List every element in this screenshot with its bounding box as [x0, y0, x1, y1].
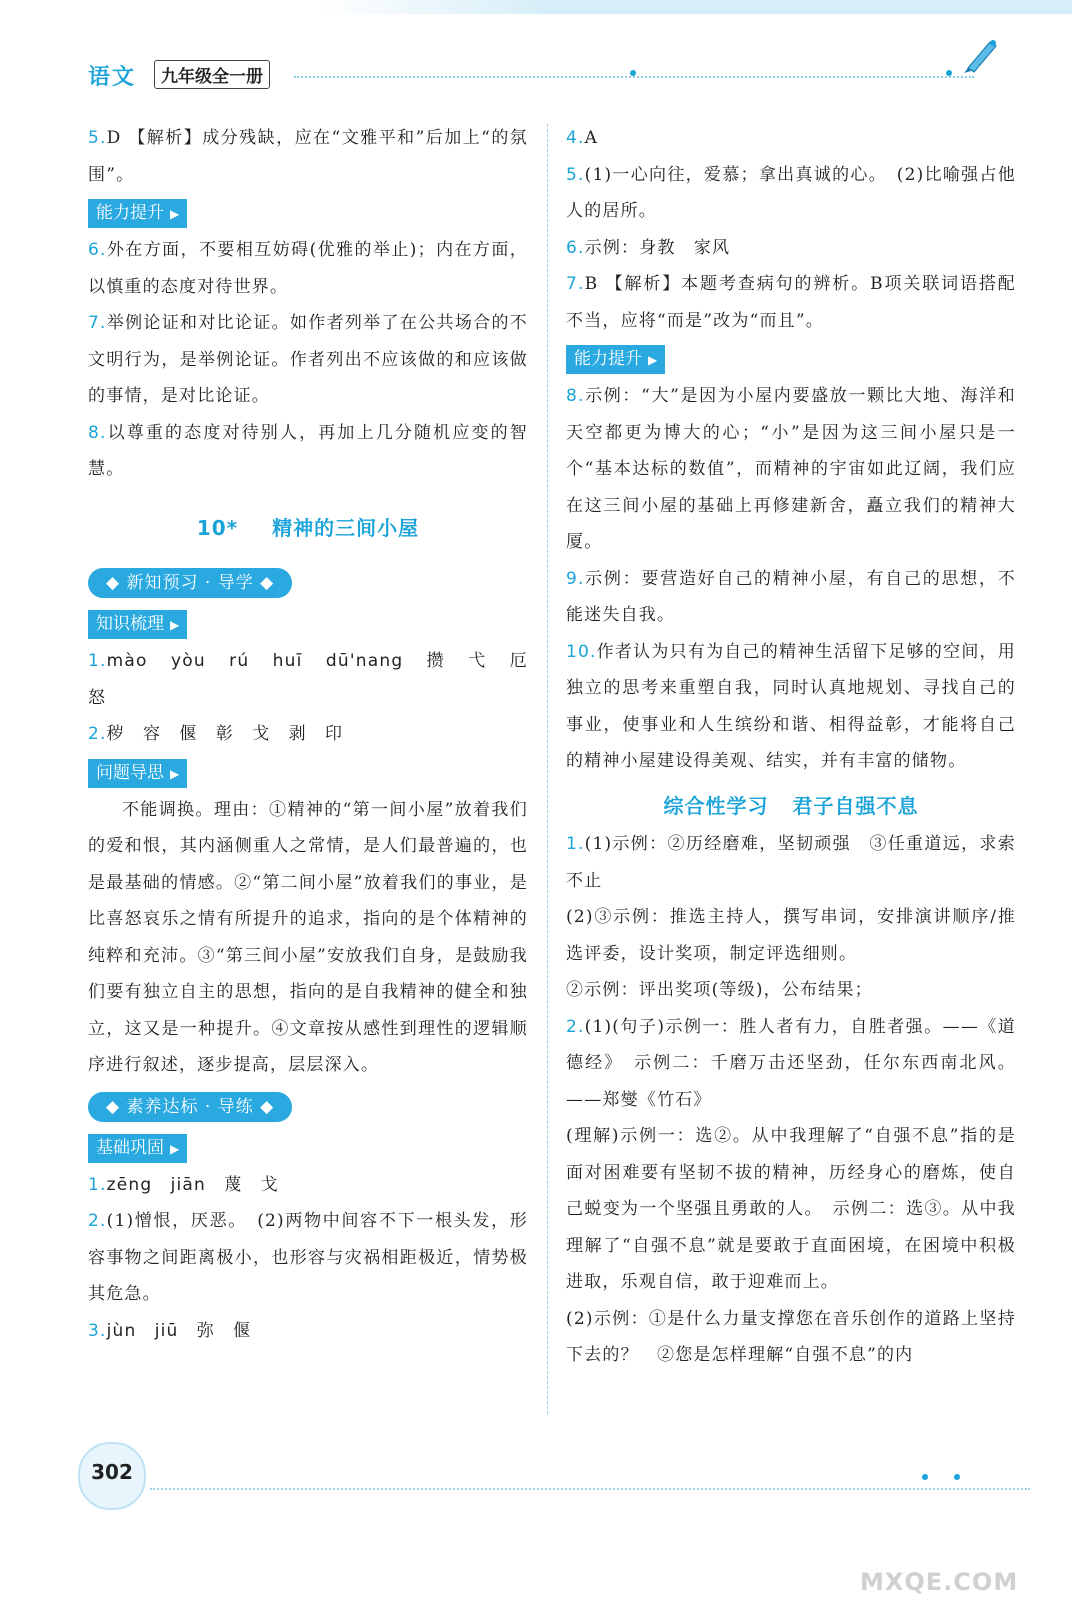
header-dot [630, 70, 636, 76]
answer-s2b: (理解)示例一：选②。从中我理解了“自强不息”指的是面对困难要有坚韧不拔的精神，历经身心的磨炼，使自己蜕变为一个坚强且勇敢的人。 示例二：选③。从中我理解了“自强不息”就是要敢于直面困境，在困境中积极进取，乐观自信，敢于迎难而上。 [566, 1126, 1016, 1292]
answer-r7: 7.B 【解析】本题考查病句的辨析。B项关联词语搭配不当，应将“而是”改为“而且”。 [566, 274, 1016, 331]
basic-label: 基础巩固 ▶ [88, 1134, 187, 1163]
answer-r8: 8.示例：“大”是因为小屋内要盛放一颗比大地、海洋和天空都更为博大的心；“小”是因为这三间小屋只是一个“基本达标的数值”，而精神的宇宙如此辽阔，我们应在这三间小屋的基础上再修建新舍，矗立我们的精神大厦。 [566, 386, 1016, 552]
knowledge-label: 知识梳理 ▶ [88, 610, 187, 639]
answer-7: 7.举例论证和对比论证。如作者列举了在公共场合的不文明行为，是举例论证。作者列出不应该做的和应该做的事情，是对比论证。 [88, 313, 528, 406]
answer-s1b: (2)③示例：推选主持人，撰写串词，安排演讲顺序/推选评委，设计奖项，制定评选细则。 [566, 907, 1016, 964]
knowledge-1: 1.mào yòu rú huī dū'nang 攒 弋 厄 怒 [88, 651, 547, 708]
answer-r10: 10.作者认为只有为自己的精神生活留下足够的空间，用独立的思考来重塑自我，同时认真地规划、寻找自己的事业，使事业和人生缤纷和谐、相得益彰，才能将自己的精神小屋建设得美观、结实，并有丰富的储物。 [566, 641, 1016, 771]
answer-6: 6.外在方面，不要相互妨碍(优雅的举止)；内在方面，以慎重的态度对待世界。 [88, 240, 528, 297]
ability-label-right: 能力提升 ▶ [566, 345, 665, 374]
header-dot [946, 70, 952, 76]
answer-r9: 9.示例：要营造好自己的精神小屋，有自己的思想，不能迷失自我。 [566, 568, 1016, 625]
footer-dot [922, 1474, 928, 1480]
top-decor-band [320, 0, 1072, 14]
basic-2: 2.(1)憎恨，厌恶。 (2)两物中间容不下一根头发，形容事物之间距离极小，也形容与灾祸相距极近，情势极其危急。 [88, 1211, 528, 1304]
answer-8: 8.以尊重的态度对待别人，再加上几分随机应变的智慧。 [88, 422, 528, 479]
guide-paragraph: 不能调换。理由：①精神的“第一间小屋”放着我们的爱和恨，其内涵侧重人之常情，是人们最普遍的，也是最基础的情感。②“第二间小屋”放着我们的事业，是比喜怒哀乐之情有所提升的追求，指向的是个体精神的纯粹和充沛。③“第三间小屋”安放我们自身，是鼓励我们要有独立自主的思想，指向的是自我精神的健全和独立，这又是一种提升。④文章按从感性到理性的逻辑顺序进行叙述，逐步提高，层层深入。 [88, 799, 528, 1075]
page-header [88, 60, 1028, 90]
question-label: 问题导思 ▶ [88, 759, 187, 788]
basic-1: 1.zēng jiān 蔑 戈 [88, 1174, 279, 1195]
lesson-title: 10* 精神的三间小屋 [196, 515, 420, 540]
ability-label: 能力提升 ▶ [88, 199, 187, 228]
answer-r5: 5.(1)一心向往，爱慕；拿出真诚的心。 (2)比喻强占他人的居所。 [566, 164, 1016, 221]
answer-s2: 2.(1)(句子)示例一：胜人者有力，自胜者强。——《道德经》 示例二：千磨万击还坚劲，任尔东西南北风。——郑燮《竹石》 [566, 1016, 1016, 1110]
answer-s2c: (2)示例：①是什么力量支撑您在音乐创作的道路上坚持下去的？ ②您是怎样理解“自强不息”的内 [566, 1308, 1016, 1365]
column-divider [547, 124, 548, 1414]
footer-dotted-line [150, 1488, 1030, 1490]
preview-pill: ◆ 新知预习 · 导学 ◆ [88, 568, 292, 598]
header-dotted-line [294, 76, 974, 78]
pen-icon [960, 34, 1000, 74]
knowledge-2: 2.秽 容 偃 彰 戈 剥 印 [88, 724, 344, 744]
practice-pill: ◆ 素养达标 · 导练 ◆ [88, 1092, 292, 1122]
answer-5: 5.D 【解析】成分残缺，应在“文雅平和”后加上“的氛围”。 [88, 128, 528, 185]
section-title: 综合性学习 君子自强不息 [663, 793, 919, 818]
answer-r4: 4.A [566, 128, 599, 148]
right-column [566, 120, 1016, 1374]
basic-3: 3.jùn jiū 弥 偃 [88, 1320, 252, 1341]
subject-label: 语文 [88, 65, 137, 90]
watermark: MXQE.COM [860, 1568, 1019, 1596]
footer-dot [954, 1474, 960, 1480]
left-column [88, 120, 547, 1349]
page-number: 302 [91, 1460, 133, 1484]
answer-s1c: ②示例：评出奖项(等级)，公布结果； [566, 980, 873, 1000]
answer-r6: 6.示例：身教 家风 [566, 237, 731, 258]
grade-label: 九年级全一册 [154, 60, 270, 89]
answer-s1: 1.(1)示例：②历经磨难，坚韧顽强 ③任重道远，求索不止 [566, 834, 1016, 891]
